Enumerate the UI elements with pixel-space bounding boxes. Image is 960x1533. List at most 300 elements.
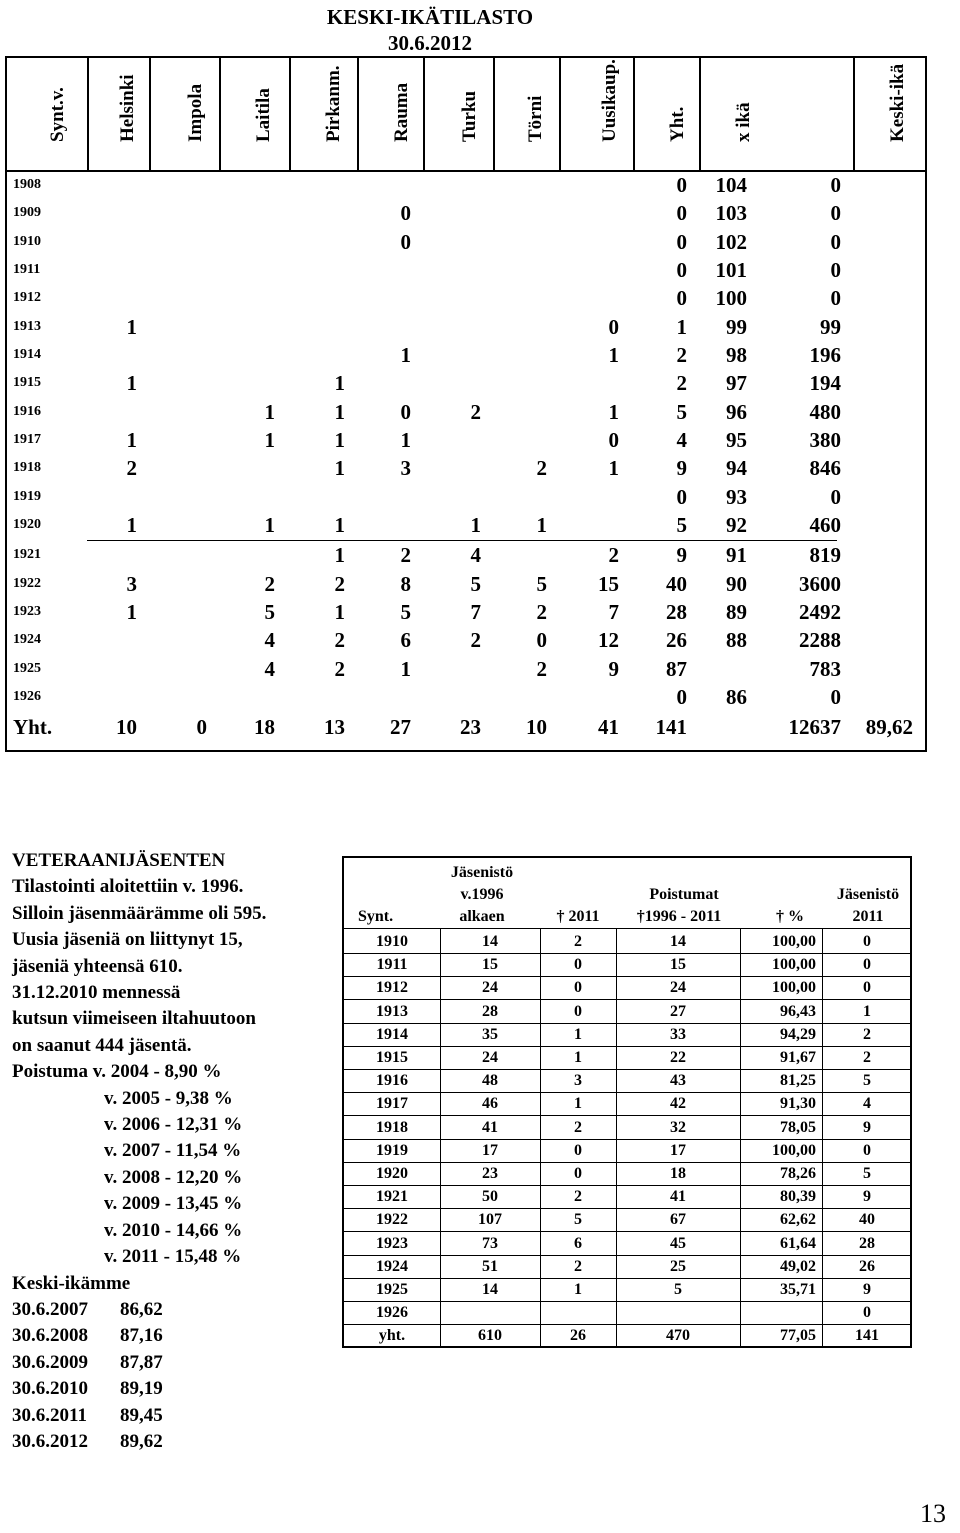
table-cell: 4 <box>676 428 687 452</box>
table-cell: 2 <box>334 572 345 596</box>
table-cell: 9 <box>676 543 687 567</box>
table-cell: 1 <box>574 1025 582 1043</box>
average-date: 30.6.2011 <box>12 1404 87 1426</box>
table-cell: 0 <box>676 485 687 509</box>
table-cell: 2 <box>470 400 481 424</box>
table-cell: 2 <box>470 628 481 652</box>
row-year: 1915 <box>13 375 41 390</box>
table-cell: 1911 <box>376 956 408 974</box>
header-poistumat: Poistumat <box>649 886 719 903</box>
total-cell: 141 <box>655 715 687 739</box>
table-cell: 4 <box>264 657 275 681</box>
table-cell: 28 <box>859 1234 875 1252</box>
total-cell: 41 <box>598 715 619 739</box>
table-cell: 0 <box>676 685 687 709</box>
average-value: 89,45 <box>120 1404 163 1426</box>
table-cell: 17 <box>670 1141 686 1159</box>
table-cell: 1 <box>126 513 137 537</box>
table-cell: 3 <box>574 1072 582 1090</box>
column-header-turku <box>426 58 492 170</box>
table-cell: 0 <box>830 201 841 225</box>
table-cell: 1 <box>574 1095 582 1113</box>
table-cell: 73 <box>482 1234 498 1252</box>
table-cell: 24 <box>482 1049 498 1066</box>
table-cell: 2 <box>334 657 345 681</box>
table-cell: 94 <box>726 456 747 480</box>
row-year: 1923 <box>13 604 41 619</box>
table-cell: 0 <box>830 173 841 197</box>
table-cell: yht. <box>378 1327 406 1345</box>
column-header-rauma <box>358 58 424 170</box>
table-cell: 0 <box>676 286 687 310</box>
table-cell: 1 <box>334 400 345 424</box>
attrition-line: v. 2006 - 12,31 % <box>104 1114 243 1136</box>
total-cell: 89,62 <box>865 715 913 739</box>
table-cell: 470 <box>666 1327 690 1345</box>
table-cell: 5 <box>536 572 547 596</box>
attrition-line: v. 2008 - 12,20 % <box>104 1166 243 1188</box>
table-cell: 0 <box>863 1304 871 1322</box>
table-cell: 100,00 <box>772 956 816 974</box>
table-cell: 5 <box>574 1211 582 1229</box>
table-cell: 2 <box>574 1257 582 1275</box>
column-header-label: Turku <box>459 90 480 142</box>
average-date: 30.6.2007 <box>12 1298 88 1320</box>
table-cell: 2492 <box>799 600 841 624</box>
table-cell: 2 <box>536 456 547 480</box>
table-cell: 80,39 <box>780 1188 816 1206</box>
table-cell: 1 <box>264 400 275 424</box>
text-line: Tilastointi aloitettiin v. 1996. <box>12 876 244 898</box>
table-cell: 2 <box>863 1025 871 1043</box>
membership-table <box>342 856 912 1348</box>
table-cell: 3600 <box>799 572 841 596</box>
table-cell: 0 <box>676 258 687 282</box>
table-cell: 35,71 <box>780 1281 816 1298</box>
header-range: †1996 - 2011 <box>636 908 722 925</box>
text-line: kutsun viimeiseen iltahuutoon <box>12 1008 256 1030</box>
total-cell: 10 <box>526 715 547 739</box>
table-cell: 1 <box>400 428 411 452</box>
row-year: 1913 <box>13 319 41 334</box>
title-line1: KESKI-IKÄTILASTO <box>326 5 534 29</box>
table-cell: 1915 <box>376 1049 408 1066</box>
total-cell: 27 <box>390 715 411 739</box>
table-cell: 9 <box>863 1188 871 1206</box>
table-cell: 380 <box>809 428 841 452</box>
table-cell: 1920 <box>376 1165 408 1182</box>
table-cell: 92 <box>726 513 747 537</box>
table-cell: 24 <box>670 979 686 997</box>
table-cell: 1 <box>574 1049 582 1066</box>
table-cell: 24 <box>482 979 498 997</box>
table-cell: 783 <box>809 657 841 681</box>
header-divider <box>357 58 359 170</box>
table-cell: 480 <box>809 400 841 424</box>
table-cell: 1 <box>126 371 137 395</box>
table-cell: 819 <box>809 543 841 567</box>
table-cell: 26 <box>859 1257 875 1275</box>
table-cell: 1912 <box>376 979 408 997</box>
table-cell: 96 <box>726 400 747 424</box>
table-cell: 100,00 <box>772 979 816 997</box>
attrition-line: v. 2005 - 9,38 % <box>104 1087 233 1109</box>
table-cell: 23 <box>482 1165 498 1182</box>
table-cell: 2 <box>574 933 582 950</box>
table-cell: 0 <box>676 173 687 197</box>
page-title <box>300 4 560 56</box>
table-cell: 62,62 <box>780 1211 816 1229</box>
column-header-label: Pirkanm. <box>323 65 344 142</box>
attrition-line: v. 2010 - 14,66 % <box>104 1219 243 1241</box>
table-cell: 1919 <box>376 1141 408 1159</box>
header-synt: Synt. <box>358 908 394 925</box>
column-header-uusikaup <box>566 58 632 170</box>
table-cell: 15 <box>598 572 619 596</box>
table-cell: 4 <box>264 628 275 652</box>
table-cell: 93 <box>726 485 747 509</box>
table-cell: 61,64 <box>780 1234 816 1252</box>
veteran-members-text <box>12 848 342 1455</box>
table-cell: 41 <box>670 1188 686 1206</box>
table-cell: 8 <box>400 572 411 596</box>
table-cell: 104 <box>715 173 747 197</box>
table-cell: 91,30 <box>780 1095 816 1113</box>
age-statistics-table <box>5 56 927 752</box>
average-date: 30.6.2012 <box>12 1430 88 1452</box>
table-cell: 32 <box>670 1118 686 1136</box>
column-header-label: Synt.v. <box>47 87 68 142</box>
table-cell: 100 <box>715 286 747 310</box>
header-jasenisto-2: v.1996 <box>460 886 504 903</box>
header-divider <box>633 58 635 170</box>
column-header-keski-ika <box>854 58 920 170</box>
table-cell: 35 <box>482 1025 498 1043</box>
table-cell: 1 <box>574 1281 582 1298</box>
table-cell: 0 <box>676 201 687 225</box>
table-cell: 0 <box>863 1141 871 1159</box>
table-cell: 0 <box>536 628 547 652</box>
table-cell: 6 <box>400 628 411 652</box>
table-cell: 33 <box>670 1025 686 1043</box>
table-cell: 1913 <box>376 1002 408 1020</box>
attrition-line: v. 2009 - 13,45 % <box>104 1193 243 1215</box>
header-divider <box>219 58 221 170</box>
table-cell: 0 <box>830 258 841 282</box>
total-cell: 12637 <box>788 715 841 739</box>
table-cell: 1 <box>608 400 619 424</box>
table-cell: 103 <box>715 201 747 225</box>
text-line: jäseniä yhteensä 610. <box>12 955 183 977</box>
table-cell: 1916 <box>376 1072 408 1090</box>
row-year: 1926 <box>13 689 41 704</box>
table-cell: 98 <box>726 343 747 367</box>
column-header-blank <box>792 58 858 170</box>
table-cell: 100,00 <box>772 1141 816 1159</box>
table-cell: 26 <box>666 628 687 652</box>
total-label: Yht. <box>13 715 53 739</box>
header-jasenisto2011-1: Jäsenistö <box>836 886 900 903</box>
table-cell: 1 <box>608 343 619 367</box>
text-line: Silloin jäsenmäärämme oli 595. <box>12 902 267 924</box>
table-cell: 1 <box>334 543 345 567</box>
row-year: 1911 <box>13 262 41 277</box>
table-cell: 9 <box>863 1118 871 1136</box>
table-cell: 46 <box>482 1095 498 1113</box>
table-cell: 1926 <box>376 1304 408 1322</box>
column-header-label: Törni <box>525 95 546 142</box>
header-jasenisto-3: alkaen <box>459 908 505 925</box>
header-jasenisto-1: Jäsenistö <box>450 864 514 881</box>
table-cell: 78,26 <box>780 1165 816 1182</box>
table-cell: 0 <box>830 485 841 509</box>
table-cell: 40 <box>666 572 687 596</box>
table-cell: 4 <box>470 543 481 567</box>
column-header-label: Laitila <box>253 88 274 142</box>
text-line: on saanut 444 jäsentä. <box>12 1034 192 1056</box>
column-header-label: Impola <box>185 83 206 142</box>
attrition-line: v. 2011 - 15,48 % <box>104 1246 242 1268</box>
header-divider <box>149 58 151 170</box>
table-cell: 2 <box>536 600 547 624</box>
table-cell: 3 <box>126 572 137 596</box>
row-year: 1919 <box>13 489 41 504</box>
table-cell: 28 <box>482 1002 498 1020</box>
table-cell: 2 <box>608 543 619 567</box>
table-cell: 1 <box>334 513 345 537</box>
table-cell: 0 <box>574 1141 582 1159</box>
row-year: 1922 <box>13 576 41 591</box>
table-cell: 14 <box>482 1281 498 1298</box>
table-cell: 86 <box>726 685 747 709</box>
table-cell: 6 <box>574 1234 582 1252</box>
table-cell: 9 <box>608 657 619 681</box>
row-year: 1925 <box>13 661 41 676</box>
row-year: 1909 <box>13 205 41 220</box>
header-divider <box>699 58 701 170</box>
table-cell: 2 <box>334 628 345 652</box>
table-cell: 1918 <box>376 1118 408 1136</box>
table-cell: 0 <box>574 956 582 974</box>
table-cell: 2 <box>676 343 687 367</box>
column-header-label: Uusikaup. <box>599 59 620 142</box>
table-cell: 1917 <box>376 1095 408 1113</box>
table-cell: 50 <box>482 1188 498 1206</box>
table-cell: 0 <box>400 400 411 424</box>
table-cell: 1 <box>126 600 137 624</box>
row-year: 1910 <box>13 234 41 249</box>
table-cell: 5 <box>264 600 275 624</box>
table-cell: 0 <box>400 201 411 225</box>
page-number: 13 <box>920 1499 946 1528</box>
average-age-row <box>12 1403 342 1429</box>
table-cell: 1 <box>470 513 481 537</box>
table-cell: 1910 <box>376 933 408 950</box>
average-age-row <box>12 1376 342 1402</box>
average-age-row <box>12 1297 342 1323</box>
table-cell: 1 <box>536 513 547 537</box>
table-cell: 42 <box>670 1095 686 1113</box>
table-cell: 1923 <box>376 1234 408 1252</box>
row-year: 1920 <box>13 517 41 532</box>
average-age-row <box>12 1429 342 1455</box>
table-cell: 2 <box>574 1118 582 1136</box>
table-cell: 91,67 <box>780 1049 816 1066</box>
row-year: 1917 <box>13 432 41 447</box>
table-cell: 95 <box>726 428 747 452</box>
average-date: 30.6.2008 <box>12 1325 88 1347</box>
header-pct: † % <box>776 908 804 925</box>
average-value: 89,19 <box>120 1378 163 1400</box>
table-cell: 0 <box>863 979 871 997</box>
table-cell: 194 <box>809 371 841 395</box>
table-cell: 40 <box>859 1211 875 1229</box>
table-cell: 0 <box>863 956 871 974</box>
table-cell: 17 <box>482 1141 498 1159</box>
header-divider <box>87 58 89 170</box>
table-cell: 460 <box>809 513 841 537</box>
table-cell: 67 <box>670 1211 686 1229</box>
table-cell: 26 <box>570 1327 586 1345</box>
table-cell: 22 <box>670 1049 686 1066</box>
table-cell: 1 <box>264 513 275 537</box>
table-cell: 2288 <box>799 628 841 652</box>
table-cell: 1 <box>400 343 411 367</box>
header-jasenisto2011-2: 2011 <box>852 908 884 925</box>
row-year: 1914 <box>13 347 41 362</box>
text-line: VETERAANIJÄSENTEN <box>12 850 226 871</box>
table-cell: 88 <box>726 628 747 652</box>
column-header-x-ika <box>700 58 766 170</box>
column-header-synt <box>14 58 80 170</box>
table-cell: 5 <box>863 1072 871 1090</box>
table-cell: 51 <box>482 1257 498 1275</box>
total-cell: 10 <box>116 715 137 739</box>
row-year: 1908 <box>13 177 41 192</box>
row-year: 1918 <box>13 460 41 475</box>
table-cell: 41 <box>482 1118 498 1136</box>
table-cell: 28 <box>666 600 687 624</box>
table-cell: 1914 <box>376 1025 408 1043</box>
table-cell: 1 <box>863 1002 871 1020</box>
table-cell: 97 <box>726 371 747 395</box>
table-cell: 846 <box>809 456 841 480</box>
table-cell: 196 <box>809 343 841 367</box>
table-cell: 100,00 <box>772 933 816 950</box>
text-line: Poistuma v. 2004 - 8,90 % <box>12 1061 222 1083</box>
table-cell: 0 <box>863 933 871 950</box>
header-divider <box>423 58 425 170</box>
table-cell: 5 <box>676 513 687 537</box>
header-2011: † 2011 <box>556 908 600 925</box>
table-cell: 99 <box>820 315 841 339</box>
table-cell: 1 <box>334 371 345 395</box>
header-divider <box>344 928 910 929</box>
column-header-label: x ikä <box>733 102 754 142</box>
column-header-impola <box>152 58 218 170</box>
table-cell: 49,02 <box>780 1257 816 1275</box>
table-cell: 5 <box>470 572 481 596</box>
table-cell: 1 <box>264 428 275 452</box>
table-cell: 1 <box>126 428 137 452</box>
table-cell: 107 <box>478 1211 502 1229</box>
table-cell: 0 <box>574 1165 582 1182</box>
table-cell: 7 <box>608 600 619 624</box>
table-cell: 77,05 <box>780 1327 816 1345</box>
table-cell: 0 <box>608 428 619 452</box>
table-cell: 1921 <box>376 1188 408 1206</box>
table-cell: 0 <box>608 315 619 339</box>
header-divider <box>289 58 291 170</box>
table-cell: 90 <box>726 572 747 596</box>
total-cell: 23 <box>460 715 481 739</box>
table-cell: 0 <box>574 1002 582 1020</box>
table-cell: 15 <box>670 956 686 974</box>
table-cell: 0 <box>400 230 411 254</box>
table-cell: 0 <box>830 286 841 310</box>
total-cell: 0 <box>196 715 207 739</box>
table-cell: 27 <box>670 1002 686 1020</box>
row-year: 1912 <box>13 290 41 305</box>
average-age-row <box>12 1350 342 1376</box>
header-divider <box>493 58 495 170</box>
attrition-line: v. 2007 - 11,54 % <box>104 1140 242 1162</box>
table-cell: 610 <box>478 1327 502 1345</box>
total-cell: 18 <box>254 715 275 739</box>
table-cell: 2 <box>126 456 137 480</box>
average-value: 87,87 <box>120 1351 163 1373</box>
table-cell: 5 <box>863 1165 871 1182</box>
table-cell: 5 <box>400 600 411 624</box>
table-cell: 89 <box>726 600 747 624</box>
table-cell: 45 <box>670 1234 686 1252</box>
row-year: 1921 <box>13 547 41 562</box>
column-header-helsinki <box>84 58 150 170</box>
total-cell: 13 <box>324 715 345 739</box>
table-cell: 48 <box>482 1072 498 1090</box>
column-header-label: Keski-ikä <box>887 63 908 142</box>
table-cell: 81,25 <box>780 1072 816 1090</box>
table-cell: 2 <box>264 572 275 596</box>
table-cell: 14 <box>482 933 498 950</box>
average-date: 30.6.2010 <box>12 1378 88 1400</box>
table-cell: 43 <box>670 1072 686 1090</box>
table-cell: 2 <box>536 657 547 681</box>
table-cell: 12 <box>598 628 619 652</box>
table-cell: 1 <box>400 657 411 681</box>
row-year: 1924 <box>13 632 41 647</box>
table-cell: 1 <box>334 428 345 452</box>
table-cell: 25 <box>670 1257 686 1275</box>
table-cell: 141 <box>855 1327 879 1345</box>
column-header-torni <box>492 58 558 170</box>
average-value: 89,62 <box>120 1430 163 1452</box>
average-value: 87,16 <box>120 1325 163 1347</box>
row-year: 1916 <box>13 404 41 419</box>
column-header-label: Rauma <box>391 82 412 142</box>
column-header-label: Helsinki <box>117 74 138 142</box>
column-header-label: Yht. <box>667 106 688 142</box>
table-cell: 14 <box>670 933 686 950</box>
table-cell: 3 <box>400 456 411 480</box>
table-cell: 101 <box>715 258 747 282</box>
table-cell: 1924 <box>376 1257 408 1275</box>
table-cell: 0 <box>830 685 841 709</box>
table-cell: 102 <box>715 230 747 254</box>
text-line: 31.12.2010 mennessä <box>12 982 181 1004</box>
table-cell: 1 <box>126 315 137 339</box>
table-cell: 4 <box>863 1095 871 1113</box>
